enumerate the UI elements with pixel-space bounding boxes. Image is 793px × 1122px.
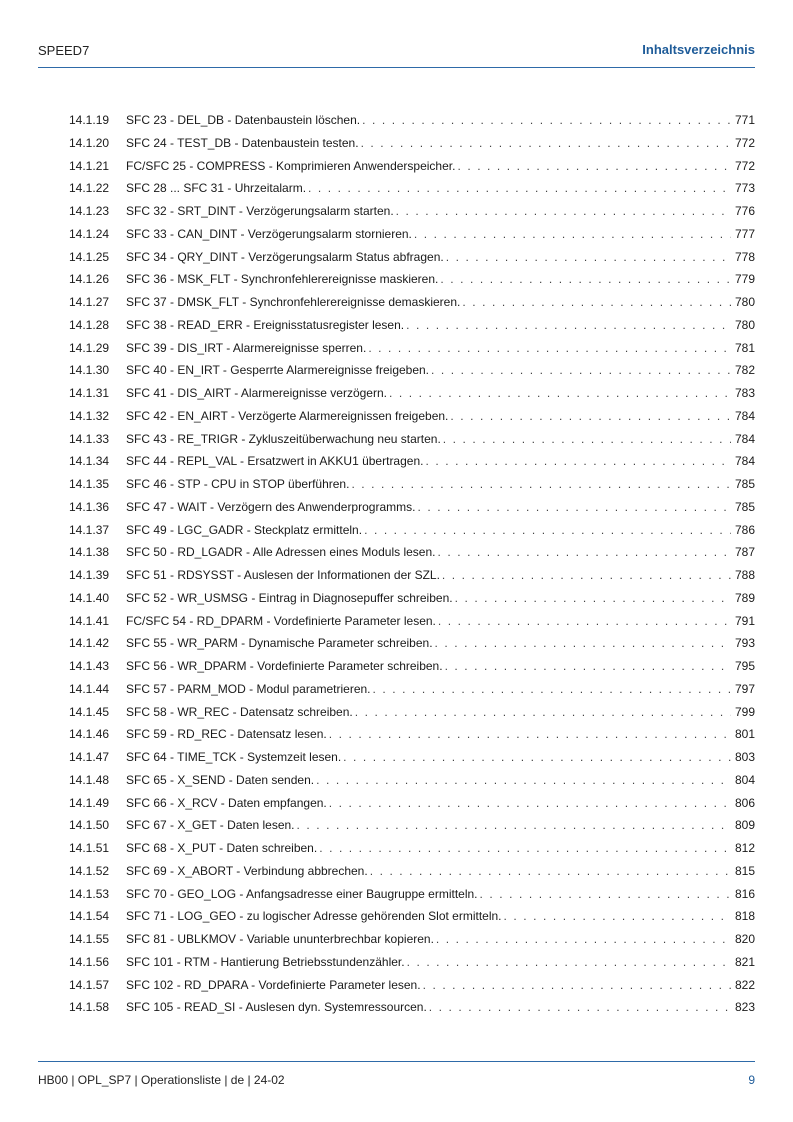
toc-entry-page[interactable]: 816 xyxy=(734,886,755,901)
toc-entry-number: 14.1.51 xyxy=(69,841,110,855)
toc-entry-page[interactable]: 786 xyxy=(734,522,755,537)
toc-dot-leader xyxy=(373,678,731,701)
toc-entry[interactable] xyxy=(69,746,755,769)
toc-entry-title[interactable]: SFC 24 - TEST_DB - Datenbaustein testen. xyxy=(126,135,359,150)
toc-entry[interactable] xyxy=(69,246,755,269)
toc-dot-leader xyxy=(351,473,731,496)
toc-entry-page[interactable]: 785 xyxy=(734,477,755,491)
toc-entry[interactable] xyxy=(69,155,755,178)
toc-entry[interactable] xyxy=(69,951,755,974)
toc-entry[interactable] xyxy=(69,291,755,314)
toc-entry-number: 14.1.47 xyxy=(69,750,110,764)
toc-entry-number: 14.1.52 xyxy=(69,863,110,878)
toc-entry-title[interactable]: SFC 102 - RD_DPARA - Vordefinierte Parameter lesen. xyxy=(126,977,421,992)
toc-entry[interactable] xyxy=(69,723,755,746)
toc-entry-title[interactable]: SFC 38 - READ_ERR - Ereignisstatusregister lesen. xyxy=(126,317,405,332)
toc-entry-title[interactable]: SFC 64 - TIME_TCK - Systemzeit lesen. xyxy=(126,750,342,764)
toc-entry-title[interactable]: SFC 36 - MSK_FLT - Synchronfehlerereignisse maskieren. xyxy=(126,272,439,287)
toc-entry-number: 14.1.35 xyxy=(69,477,110,491)
toc-dot-leader xyxy=(446,246,731,269)
toc-entry-title[interactable]: SFC 81 - UBLKMOV - Variable ununterbrechbar kopieren. xyxy=(126,932,434,946)
toc-entry-number: 14.1.36 xyxy=(69,499,110,514)
toc-entry-number: 14.1.32 xyxy=(69,408,110,423)
toc-dot-leader xyxy=(297,814,731,837)
toc-dot-leader xyxy=(407,951,731,974)
toc-dot-leader xyxy=(436,928,731,951)
toc-entry-page[interactable]: 784 xyxy=(734,431,755,446)
toc-entry[interactable] xyxy=(69,359,755,382)
toc-entry[interactable] xyxy=(69,792,755,815)
toc-dot-leader xyxy=(457,155,731,178)
toc-entry[interactable] xyxy=(69,928,755,951)
toc-dot-leader xyxy=(423,974,731,997)
toc-entry-page[interactable]: 804 xyxy=(734,772,755,787)
toc-entry-page[interactable]: 787 xyxy=(734,545,755,560)
toc-dot-leader xyxy=(329,723,731,746)
toc-entry-title[interactable]: SFC 52 - WR_USMSG - Eintrag in Diagnosepuffer schreiben. xyxy=(126,590,453,605)
toc-entry-number: 14.1.30 xyxy=(69,363,110,378)
toc-entry-number: 14.1.46 xyxy=(69,727,110,742)
toc-entry-page[interactable]: 822 xyxy=(734,977,755,992)
toc-entry-page[interactable]: 803 xyxy=(734,750,755,764)
toc-entry-number: 14.1.44 xyxy=(69,681,110,696)
section-title: Inhaltsverzeichnis xyxy=(642,42,755,57)
toc-entry-page[interactable]: 782 xyxy=(734,363,755,378)
toc-entry-number: 14.1.21 xyxy=(69,158,110,173)
toc-entry-number: 14.1.23 xyxy=(69,204,110,218)
toc-entry-number: 14.1.31 xyxy=(69,386,110,400)
toc-entry-number: 14.1.55 xyxy=(69,932,110,946)
toc-entry[interactable] xyxy=(69,428,755,451)
toc-entry-number: 14.1.45 xyxy=(69,704,110,719)
toc-entry-title[interactable]: SFC 44 - REPL_VAL - Ersatzwert in AKKU1 übertragen. xyxy=(126,454,424,469)
toc-entry[interactable] xyxy=(69,564,755,587)
toc-dot-leader xyxy=(437,541,731,564)
toc-entry-number: 14.1.41 xyxy=(69,613,110,628)
toc-entry-title[interactable]: SFC 59 - RD_REC - Datensatz lesen. xyxy=(126,727,327,742)
toc-entry-title[interactable]: SFC 57 - PARM_MOD - Modul parametrieren. xyxy=(126,681,371,696)
toc-entry-title[interactable]: SFC 56 - WR_DPARM - Vordefinierte Parameter schreiben. xyxy=(126,659,443,673)
toc-dot-leader xyxy=(370,860,731,883)
toc-dot-leader xyxy=(435,632,731,655)
toc-entry-page[interactable]: 778 xyxy=(734,249,755,264)
toc-entry-title[interactable]: SFC 28 ... SFC 31 - Uhrzeitalarm. xyxy=(126,181,307,196)
toc-dot-leader xyxy=(455,587,731,610)
toc-dot-leader xyxy=(440,268,731,291)
toc-entry-page[interactable]: 785 xyxy=(734,499,755,514)
toc-dot-leader xyxy=(417,496,731,519)
header-divider xyxy=(38,67,755,68)
toc-entry[interactable] xyxy=(69,405,755,428)
toc-entry-number: 14.1.54 xyxy=(69,909,110,924)
toc-entry[interactable] xyxy=(69,610,755,633)
toc-dot-leader xyxy=(462,291,731,314)
toc-entry[interactable] xyxy=(69,337,755,360)
toc-entry[interactable] xyxy=(69,974,755,997)
toc-entry-page[interactable]: 784 xyxy=(734,408,755,423)
toc-entry[interactable] xyxy=(69,132,755,155)
toc-entry-number: 14.1.24 xyxy=(69,226,110,241)
toc-entry-number: 14.1.50 xyxy=(69,818,110,833)
toc-entry-page[interactable]: 784 xyxy=(734,454,755,469)
toc-dot-leader xyxy=(308,177,731,200)
toc-entry[interactable] xyxy=(69,814,755,837)
toc-entry-page[interactable]: 815 xyxy=(734,863,755,878)
toc-dot-leader xyxy=(389,382,731,405)
toc-entry-number: 14.1.48 xyxy=(69,772,110,787)
toc-dot-leader xyxy=(343,746,731,769)
toc-dot-leader xyxy=(319,837,731,860)
toc-entry-page[interactable]: 793 xyxy=(734,636,755,651)
toc-entry[interactable] xyxy=(69,996,755,1019)
toc-dot-leader xyxy=(442,564,731,587)
toc-entry[interactable] xyxy=(69,587,755,610)
toc-dot-leader xyxy=(316,769,731,792)
toc-entry-page[interactable]: 809 xyxy=(734,818,755,833)
toc-dot-leader xyxy=(480,883,731,906)
toc-entry-title[interactable]: SFC 101 - RTM - Hantierung Betriebsstundenzähler. xyxy=(126,954,405,969)
toc-entry-title[interactable]: SFC 66 - X_RCV - Daten empfangen. xyxy=(126,795,327,810)
toc-entry-number: 14.1.33 xyxy=(69,431,110,446)
toc-entry-page[interactable]: 806 xyxy=(734,795,755,810)
toc-entry[interactable] xyxy=(69,678,755,701)
toc-entry[interactable] xyxy=(69,496,755,519)
toc-entry-title[interactable]: SFC 32 - SRT_DINT - Verzögerungsalarm starten. xyxy=(126,204,394,218)
toc-dot-leader xyxy=(504,905,731,928)
toc-dot-leader xyxy=(425,450,731,473)
toc-entry-page[interactable]: 777 xyxy=(734,226,755,241)
toc-entry-title[interactable]: SFC 39 - DIS_IRT - Alarmereignisse sperren. xyxy=(126,340,367,355)
toc-entry-title[interactable]: SFC 65 - X_SEND - Daten senden. xyxy=(126,772,315,787)
toc-entry-page[interactable]: 780 xyxy=(734,295,755,309)
toc-entry-number: 14.1.49 xyxy=(69,795,110,810)
product-name: SPEED7 xyxy=(38,43,90,58)
toc-dot-leader xyxy=(445,655,731,678)
toc-entry-page[interactable]: 795 xyxy=(734,659,755,673)
footer-divider xyxy=(38,1061,755,1062)
toc-entry[interactable] xyxy=(69,837,755,860)
toc-entry-title[interactable]: SFC 51 - RDSYSST - Auslesen der Informationen der SZL. xyxy=(126,568,440,582)
toc-dot-leader xyxy=(406,314,731,337)
toc-entry[interactable] xyxy=(69,109,755,132)
toc-entry[interactable] xyxy=(69,769,755,792)
toc-entry-number: 14.1.43 xyxy=(69,659,110,673)
toc-dot-leader xyxy=(364,519,731,542)
toc-entry-page[interactable]: 788 xyxy=(734,568,755,582)
toc-dot-leader xyxy=(368,337,731,360)
toc-entry-title[interactable]: SFC 33 - CAN_DINT - Verzögerungsalarm stornieren. xyxy=(126,226,412,241)
toc-dot-leader xyxy=(362,109,731,132)
toc-entry-title[interactable]: SFC 105 - READ_SI - Auslesen dyn. Systemressourcen. xyxy=(126,1000,427,1015)
toc-entry-number: 14.1.19 xyxy=(69,113,110,127)
toc-entry[interactable] xyxy=(69,268,755,291)
document-info: HB00 | OPL_SP7 | Operationsliste | de | 24-02 xyxy=(38,1073,285,1087)
toc-entry-title[interactable]: FC/SFC 25 - COMPRESS - Komprimieren Anwenderspeicher. xyxy=(126,158,456,173)
toc-entry-number: 14.1.57 xyxy=(69,977,110,992)
toc-dot-leader xyxy=(329,792,731,815)
toc-entry-page[interactable]: 779 xyxy=(734,272,755,287)
toc-entry-title[interactable]: SFC 46 - STP - CPU in STOP überführen. xyxy=(126,477,350,491)
toc-entry-title[interactable]: SFC 23 - DEL_DB - Datenbaustein löschen. xyxy=(126,113,361,127)
toc-entry-number: 14.1.28 xyxy=(69,317,110,332)
toc-entry[interactable] xyxy=(69,519,755,542)
toc-entry-number: 14.1.42 xyxy=(69,636,110,651)
toc-entry-number: 14.1.40 xyxy=(69,590,110,605)
toc-entry-page[interactable]: 789 xyxy=(734,590,755,605)
toc-entry-page[interactable]: 818 xyxy=(734,909,755,924)
toc-entry-title[interactable]: SFC 34 - QRY_DINT - Verzögerungsalarm Status abfragen. xyxy=(126,249,444,264)
toc-entry-title[interactable]: SFC 42 - EN_AIRT - Verzögerte Alarmereignissen freigeben. xyxy=(126,408,449,423)
toc-entry-page[interactable]: 772 xyxy=(734,135,755,150)
table-of-contents xyxy=(69,109,755,1019)
toc-entry-title[interactable]: SFC 50 - RD_LGADR - Alle Adressen eines Moduls lesen. xyxy=(126,545,436,560)
toc-entry-page[interactable]: 781 xyxy=(734,340,755,355)
toc-entry-number: 14.1.26 xyxy=(69,272,110,287)
toc-dot-leader xyxy=(429,996,731,1019)
toc-dot-leader xyxy=(361,132,731,155)
toc-entry[interactable] xyxy=(69,223,755,246)
toc-entry-page[interactable]: 773 xyxy=(734,181,755,196)
page-header xyxy=(38,41,755,63)
toc-entry-number: 14.1.38 xyxy=(69,545,110,560)
toc-entry-page[interactable]: 783 xyxy=(734,386,755,400)
toc-entry-title[interactable]: SFC 69 - X_ABORT - Verbindung abbrechen. xyxy=(126,863,368,878)
toc-entry-page[interactable]: 799 xyxy=(734,704,755,719)
toc-dot-leader xyxy=(396,200,731,223)
toc-entry-page[interactable]: 776 xyxy=(734,204,755,218)
toc-entry-page[interactable]: 780 xyxy=(734,317,755,332)
toc-entry-number: 14.1.37 xyxy=(69,522,110,537)
toc-entry[interactable] xyxy=(69,860,755,883)
toc-entry-page[interactable]: 821 xyxy=(734,954,755,969)
page-number: 9 xyxy=(748,1073,755,1087)
toc-entry-number: 14.1.22 xyxy=(69,181,110,196)
toc-entry-number: 14.1.34 xyxy=(69,454,110,469)
toc-entry-number: 14.1.25 xyxy=(69,249,110,264)
toc-dot-leader xyxy=(443,428,731,451)
toc-entry-page[interactable]: 812 xyxy=(734,841,755,855)
toc-dot-leader xyxy=(450,405,731,428)
toc-entry-page[interactable]: 823 xyxy=(734,1000,755,1015)
toc-entry-title[interactable]: FC/SFC 54 - RD_DPARM - Vordefinierte Parameter lesen. xyxy=(126,613,436,628)
toc-entry[interactable] xyxy=(69,632,755,655)
toc-entry[interactable] xyxy=(69,382,755,405)
toc-entry-title[interactable]: SFC 68 - X_PUT - Daten schreiben. xyxy=(126,841,318,855)
toc-entry-number: 14.1.53 xyxy=(69,886,110,901)
toc-entry-title[interactable]: SFC 41 - DIS_AIRT - Alarmereignisse verzögern. xyxy=(126,386,387,400)
toc-entry-title[interactable]: SFC 37 - DMSK_FLT - Synchronfehlerereignisse demaskieren. xyxy=(126,295,461,309)
toc-entry-number: 14.1.20 xyxy=(69,135,110,150)
toc-entry[interactable] xyxy=(69,883,755,906)
toc-entry-number: 14.1.56 xyxy=(69,954,110,969)
toc-entry-page[interactable]: 771 xyxy=(734,113,755,127)
toc-entry-title[interactable]: SFC 71 - LOG_GEO - zu logischer Adresse gehörenden Slot ermitteln. xyxy=(126,909,502,924)
toc-entry[interactable] xyxy=(69,905,755,928)
toc-dot-leader xyxy=(355,701,731,724)
toc-entry[interactable] xyxy=(69,200,755,223)
toc-entry-title[interactable]: SFC 55 - WR_PARM - Dynamische Parameter schreiben. xyxy=(126,636,433,651)
toc-entry-number: 14.1.29 xyxy=(69,340,110,355)
toc-entry[interactable] xyxy=(69,541,755,564)
toc-entry[interactable] xyxy=(69,450,755,473)
toc-entry-title[interactable]: SFC 49 - LGC_GADR - Steckplatz ermitteln. xyxy=(126,522,363,537)
toc-entry-number: 14.1.39 xyxy=(69,568,110,582)
toc-entry[interactable] xyxy=(69,177,755,200)
toc-entry-page[interactable]: 820 xyxy=(734,932,755,946)
toc-entry-title[interactable]: SFC 70 - GEO_LOG - Anfangsadresse einer Baugruppe ermitteln. xyxy=(126,886,478,901)
toc-entry-page[interactable]: 772 xyxy=(734,158,755,173)
toc-entry-page[interactable]: 797 xyxy=(734,681,755,696)
toc-entry-title[interactable]: SFC 67 - X_GET - Daten lesen. xyxy=(126,818,295,833)
toc-entry[interactable] xyxy=(69,655,755,678)
toc-entry-number: 14.1.58 xyxy=(69,1000,110,1015)
toc-entry-page[interactable]: 791 xyxy=(734,613,755,628)
toc-entry[interactable] xyxy=(69,314,755,337)
toc-entry-title[interactable]: SFC 43 - RE_TRIGR - Zykluszeitüberwachung neu starten. xyxy=(126,431,441,446)
toc-dot-leader xyxy=(438,610,731,633)
toc-entry-title[interactable]: SFC 58 - WR_REC - Datensatz schreiben. xyxy=(126,704,353,719)
toc-entry-page[interactable]: 801 xyxy=(734,727,755,742)
toc-entry[interactable] xyxy=(69,473,755,496)
toc-dot-leader xyxy=(414,223,731,246)
toc-dot-leader xyxy=(431,359,731,382)
toc-entry[interactable] xyxy=(69,701,755,724)
toc-entry-number: 14.1.27 xyxy=(69,295,110,309)
toc-entry-title[interactable]: SFC 47 - WAIT - Verzögern des Anwenderprogramms. xyxy=(126,499,416,514)
toc-entry-title[interactable]: SFC 40 - EN_IRT - Gesperrte Alarmereignisse freigeben. xyxy=(126,363,430,378)
